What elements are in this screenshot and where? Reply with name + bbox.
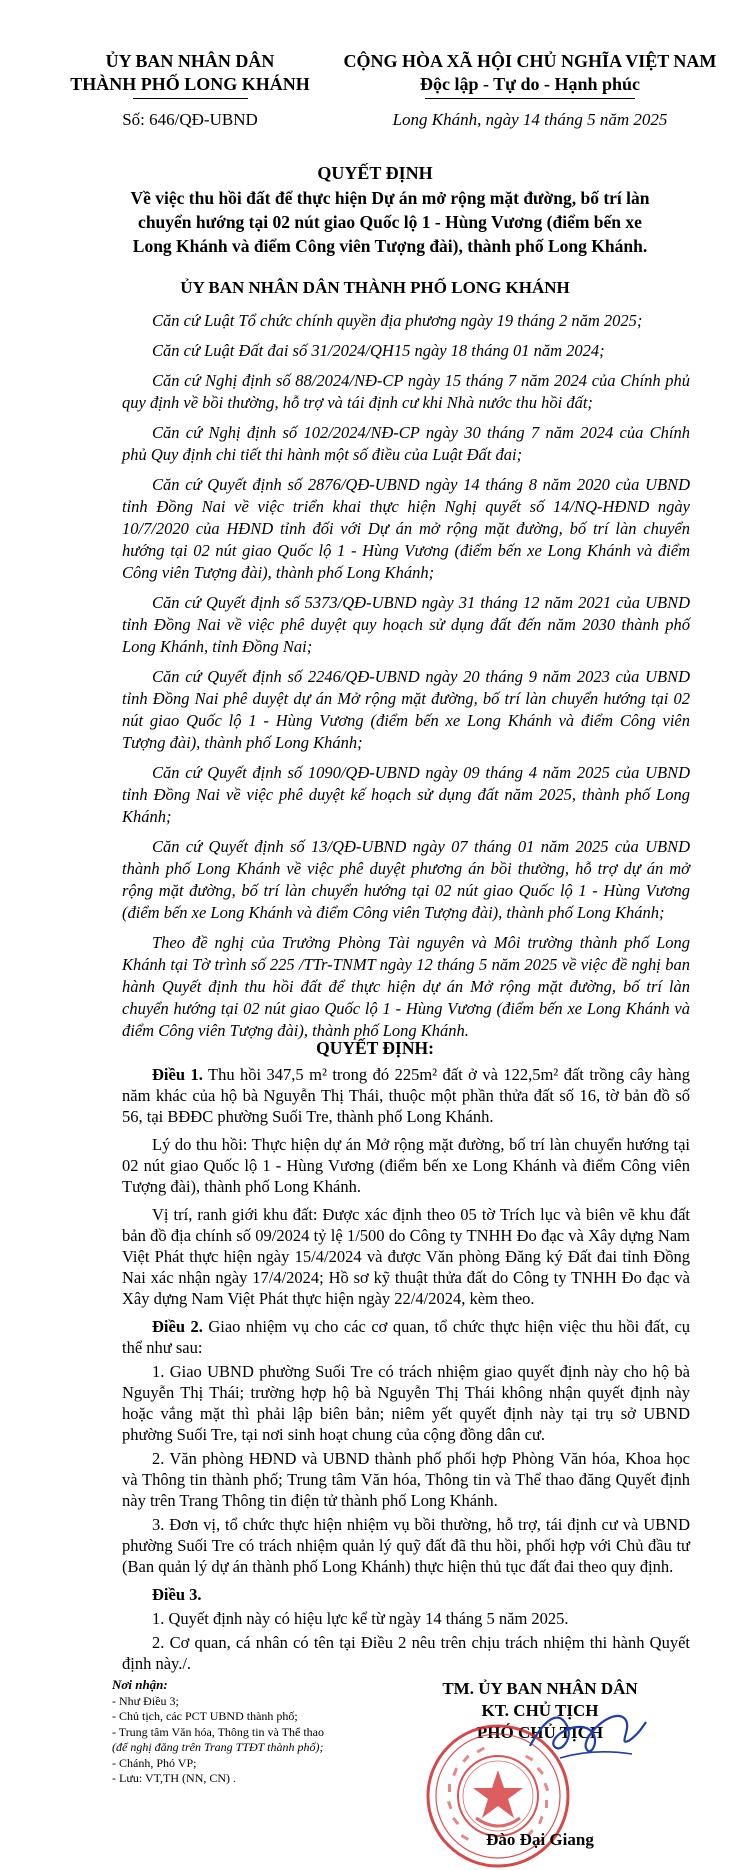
basis-item: Theo đề nghị của Trưởng Phòng Tài nguyên và Môi trường thành phố Long Khánh tại Tờ trình số 225 /TTr-TNMT ngày 12 tháng 5 năm 2025 về việc đề nghị ban hành Quyết định thu hồi đất để thực hiện dự án Mở rộng mặt đường, bố trí làn chuyển hướng tại 02 nút giao Quốc lộ 1 - Hùng Vương (điểm bến xe Long Khánh và điểm Công viên Tượng đài), thành phố Long Khánh. <box>122 933 690 1040</box>
article-3 <box>122 1584 690 1605</box>
recipient-item: - Lưu: VT,TH (NN, CN) . <box>112 1771 237 1785</box>
basis-item: Căn cứ Luật Đất đai số 31/2024/QH15 ngày 18 tháng 01 năm 2024; <box>152 341 605 360</box>
motto-underline <box>425 98 635 99</box>
authority-underline <box>133 98 248 99</box>
basis-item: Căn cứ Nghị định số 88/2024/NĐ-CP ngày 15 tháng 7 năm 2024 của Chính phủ quy định về bồi thường, hỗ trợ và tái định cư khi Nhà nước thu hồi đất; <box>122 371 690 412</box>
recipients-block <box>112 1677 402 1787</box>
basis-item: Căn cứ Quyết định số 5373/QĐ-UBND ngày 31 tháng 12 năm 2021 của UBND tỉnh Đồng Nai về việc phê duyệt quy hoạch sử dụng đất đến năm 2030 thành phố Long Khánh, tỉnh Đồng Nai; <box>122 593 690 656</box>
article-2-item: 3. Đơn vị, tổ chức thực hiện nhiệm vụ bồi thường, hỗ trợ, tái định cư và UBND phường Suối Tre có trách nhiệm quản lý quỹ đất đã thu hồi, phối hợp với Chủ đầu tư (Ban quản lý dự án thành phố Long Khánh) thực hiện thủ tục đất đai theo quy định. <box>122 1515 690 1576</box>
authority-line-1: ỦY BAN NHÂN DÂN <box>105 51 275 71</box>
legal-basis <box>122 310 690 1050</box>
decision-body <box>122 1064 690 1681</box>
handwritten-signature-icon <box>520 1688 650 1778</box>
basis-item: Căn cứ Quyết định số 1090/QĐ-UBND ngày 09 tháng 4 năm 2025 của UBND tỉnh Đồng Nai về việc phê duyệt kế hoạch sử dụng đất năm 2025, thành phố Long Khánh; <box>122 763 690 826</box>
recipient-item: - Trung tâm Văn hóa, Thông tin và Thể thao <box>112 1724 324 1739</box>
place-date: Long Khánh, ngày 14 tháng 5 năm 2025 <box>392 110 668 129</box>
article-1-text: Thu hồi 347,5 m² trong đó 225m² đất ở và 122,5m² đất trồng cây hàng năm khác của hộ bà Nguyễn Thị Thái, thuộc một phần thửa đất số 16, tờ bản đồ số 56, tại BĐĐC phường Suối Tre, thành phố Long Khánh. <box>122 1065 691 1126</box>
basis-item: Căn cứ Nghị định số 102/2024/NĐ-CP ngày 30 tháng 7 năm 2024 của Chính phủ Quy định chi tiết thi hành một số điều của Luật Đất đai; <box>122 423 690 464</box>
article-1-label: Điều 1. <box>152 1065 203 1084</box>
article-1-location: Vị trí, ranh giới khu đất: Được xác định theo 05 tờ Trích lục và biên vẽ khu đất bản đồ địa chính số 09/2024 tỷ lệ 1/500 do Công ty TNHH Đo đạc và Xây dựng Nam Việt Phát thực hiện ngày 15/4/2024 và được Văn phòng Đăng ký Đất đai tỉnh Đồng Nai xác nhận ngày 17/4/2024; Hồ sơ kỹ thuật thửa đất do Công ty TNHH Đo đạc và Xây dựng Nam Việt Phát thực hiện ngày 22/4/2024, kèm theo. <box>122 1205 690 1308</box>
nation-line-1: CỘNG HÒA XÃ HỘI CHỦ NGHĨA VIỆT NAM <box>343 51 717 71</box>
article-2-item: 1. Giao UBND phường Suối Tre có trách nhiệm giao quyết định này cho hộ bà Nguyễn Thị Thái; trường hợp hộ bà Nguyễn Thị Thái không nhận quyết định này hoặc vắng mặt thì phải lập biên bản; niêm yết quyết định này tại trụ sở UBND phường Suối Tre, tại nơi sinh hoạt chung của cộng đồng dân cư. <box>122 1362 690 1444</box>
signature-line-3: PHÓ CHỦ TỊCH <box>476 1723 604 1742</box>
document-title: QUYẾT ĐỊNH <box>317 163 433 183</box>
issuing-authority <box>40 50 340 99</box>
authority-line-2: THÀNH PHỐ LONG KHÁNH <box>70 74 310 94</box>
article-3-item: 1. Quyết định này có hiệu lực kể từ ngày 14 tháng 5 năm 2025. <box>152 1609 569 1628</box>
article-1-reason: Lý do thu hồi: Thực hiện dự án Mở rộng mặt đường, bố trí làn chuyển hướng tại 02 nút giao Quốc lộ 1 - Hùng Vương (điểm bến xe Long Khánh và điểm Công viên Tượng đài), thành phố Long Khánh. <box>122 1135 690 1196</box>
recipient-item: - Chủ tịch, các PCT UBND thành phố; <box>112 1709 298 1723</box>
national-motto <box>340 50 720 99</box>
basis-item: Căn cứ Luật Tổ chức chính quyền địa phương ngày 19 tháng 2 năm 2025; <box>152 311 643 330</box>
basis-item: Căn cứ Quyết định số 2876/QĐ-UBND ngày 14 tháng 8 năm 2020 của UBND tỉnh Đồng Nai về việc triển khai thực hiện Nghị quyết số 14/NQ-HĐND ngày 10/7/2020 của HĐND tỉnh đối với Dự án mở rộng mặt đường, bố trí làn chuyển hướng tại 02 nút giao Quốc lộ 1 - Hùng Vương (điểm bến xe Long Khánh và điểm Công viên Tượng đài), thành phố Long Khánh; <box>122 475 690 582</box>
signature-line-2: KT. CHỦ TỊCH <box>481 1701 599 1720</box>
article-3-label: Điều 3. <box>152 1585 202 1604</box>
article-2-label: Điều 2. <box>152 1317 203 1336</box>
article-2-item: 2. Văn phòng HĐND và UBND thành phố phối hợp Phòng Văn hóa, Khoa học và Thông tin thành phố; Trung tâm Văn hóa, Thông tin và Thể thao đăng Quyết định này trên Trang Thông tin điện tử thành phố Long Khánh. <box>122 1449 690 1510</box>
article-2 <box>122 1316 690 1358</box>
decision-heading: QUYẾT ĐỊNH: <box>316 1038 434 1058</box>
recipients-heading: Nơi nhận: <box>112 1677 168 1692</box>
article-1 <box>122 1064 690 1127</box>
article-3-item: 2. Cơ quan, cá nhân có tên tại Điều 2 nêu trên chịu trách nhiệm thi hành Quyết định này./. <box>122 1633 690 1673</box>
recipient-item: - Chánh, Phó VP; <box>112 1755 197 1770</box>
nation-line-2: Độc lập - Tự do - Hạnh phúc <box>419 74 641 94</box>
recipient-item: - Như Điều 3; <box>112 1693 179 1708</box>
document-subject: Về việc thu hồi đất để thực hiện Dự án mở rộng mặt đường, bố trí làn chuyển hướng tại 02 nút giao Quốc lộ 1 - Hùng Vương (điểm bến xe Long Khánh và điểm Công viên Tượng đài), thành phố Long Khánh. <box>130 188 650 256</box>
signature-line-1: TM. ỦY BAN NHÂN DÂN <box>442 1679 638 1698</box>
article-2-text: Giao nhiệm vụ cho các cơ quan, tổ chức thực hiện việc thu hồi đất, cụ thể như sau: <box>122 1317 691 1357</box>
basis-item: Căn cứ Quyết định số 13/QĐ-UBND ngày 07 tháng 01 năm 2025 của UBND thành phố Long Khánh về việc phê duyệt phương án bồi thường, hỗ trợ dự án mở rộng mặt đường, bố trí làn chuyển hướng tại 02 nút giao Quốc lộ 1 - Hùng Vương (điểm bến xe Long Khánh và điểm Công viên Tượng đài), thành phố Long Khánh; <box>122 837 690 922</box>
issuing-committee: ỦY BAN NHÂN DÂN THÀNH PHỐ LONG KHÁNH <box>180 278 570 297</box>
basis-item: Căn cứ Quyết định số 2246/QĐ-UBND ngày 20 tháng 9 năm 2023 của UBND tỉnh Đồng Nai phê duyệt dự án Mở rộng mặt đường, bố trí làn chuyển hướng tại 02 nút giao Quốc lộ 1 - Hùng Vương (điểm bến xe Long Khánh và điểm Công viên Tượng đài), thành phố Long Khánh; <box>122 667 690 752</box>
recipient-item: (để nghị đăng trên Trang TTĐT thành phố); <box>112 1740 324 1754</box>
document-number: Số: 646/QĐ-UBND <box>122 110 258 129</box>
signer-name: Đào Đại Giang <box>486 1830 594 1849</box>
